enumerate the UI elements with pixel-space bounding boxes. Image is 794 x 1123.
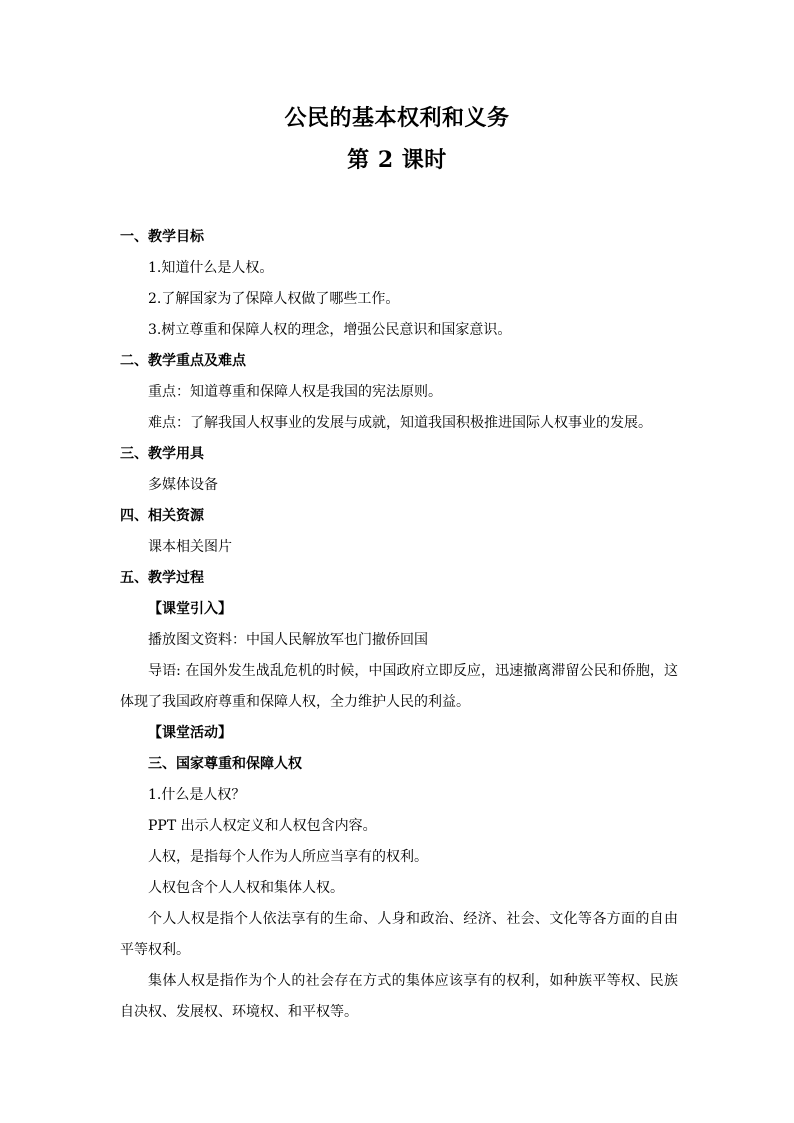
- paragraph: 导语: 在国外发生战乱危机的时候，中国政府立即反应，迅速撤离滞留公民和侨胞，这体现了我国政府尊重和保障人权，全力维护人民的利益。: [120, 663, 678, 710]
- paragraph: 集体人权是指作为个人的社会存在方式的集体应该享有的权利，如种族平等权、民族自决权、发展权、环境权、和平权等。: [120, 973, 678, 1020]
- document-title: 公民的基本权利和义务: [284, 105, 510, 131]
- paragraph: 课本相关图片: [148, 539, 232, 555]
- paragraph: 1.什么是人权？: [148, 787, 246, 803]
- paragraph: 个人人权是指个人依法享有的生命、人身和政治、经济、社会、文化等各方面的自由平等权利。: [120, 911, 678, 958]
- paragraph: 重点：知道尊重和保障人权是我国的宪法原则。: [148, 384, 442, 400]
- paragraph: 播放图文资料：中国人民解放军也门撤侨回国: [148, 632, 428, 648]
- section-heading: 一、教学目标: [120, 229, 204, 245]
- section-heading: 二、教学重点及难点: [120, 353, 246, 369]
- paragraph: 多媒体设备: [148, 477, 218, 493]
- section-heading: 五、教学过程: [120, 570, 204, 586]
- section-heading: 三、教学用具: [120, 446, 204, 462]
- paragraph: 人权，是指每个人作为人所应当享有的权利。: [148, 849, 428, 865]
- section-heading: 四、相关资源: [120, 508, 204, 524]
- list-item: 2.了解国家为了保障人权做了哪些工作。: [148, 291, 400, 307]
- subsection-heading: 【课堂引入】: [148, 601, 232, 617]
- paragraph: 难点：了解我国人权事业的发展与成就，知道我国积极推进国际人权事业的发展。: [148, 415, 652, 431]
- paragraph: PPT 出示人权定义和人权包含内容。: [148, 818, 377, 834]
- document-body: [120, 222, 678, 1028]
- subsection-heading: 三、国家尊重和保障人权: [148, 756, 302, 772]
- subsection-heading: 【课堂活动】: [148, 725, 232, 741]
- list-item: 3.树立尊重和保障人权的理念，增强公民意识和国家意识。: [148, 322, 512, 338]
- paragraph: 人权包含个人人权和集体人权。: [148, 880, 344, 896]
- list-item: 1.知道什么是人权。: [148, 260, 274, 276]
- document-subtitle: 第 2 课时: [347, 147, 447, 173]
